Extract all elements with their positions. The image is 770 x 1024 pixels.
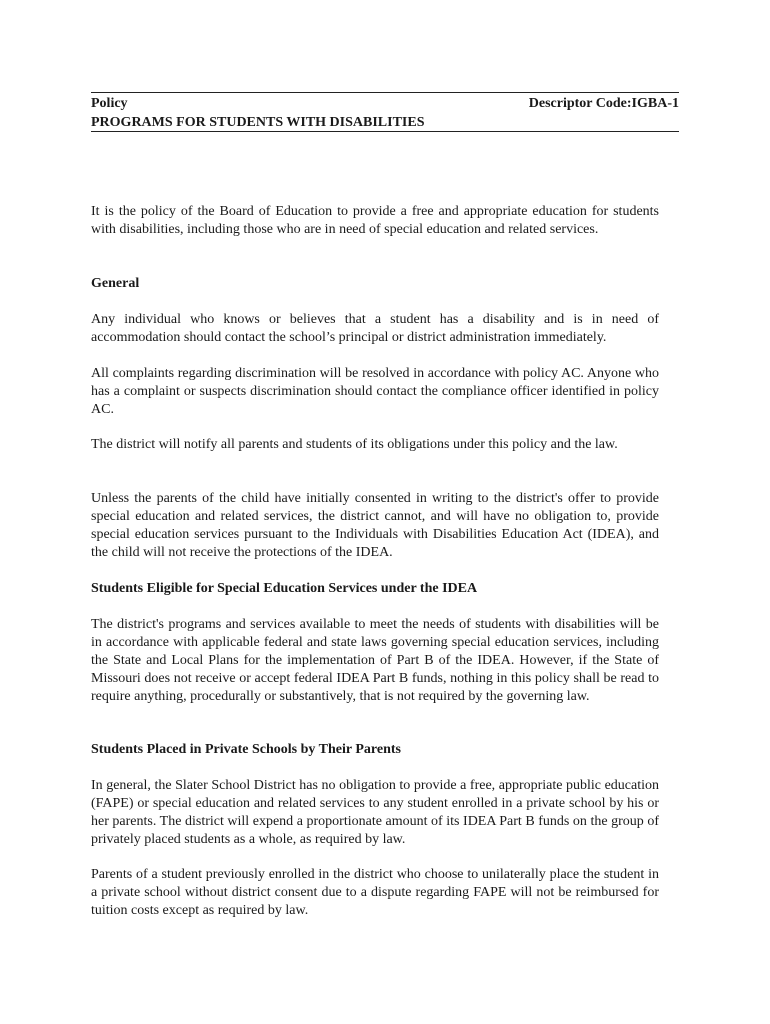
private-paragraph-2: Parents of a student previously enrolled in the district who choose to unilaterally place the student in a private school without district consent due to a dispute regarding FAPE will not be reimbursed for tuition costs except as required by law.	[91, 867, 659, 918]
general-paragraph-1: Any individual who knows or believes that a student has a disability and is in need of accommodation should contact the school’s principal or district administration immediately.	[91, 312, 659, 345]
intro-paragraph: It is the policy of the Board of Education to provide a free and appropriate education for students with disabilities, including those who are in need of special education and related services.	[91, 204, 659, 237]
header-top-rule	[91, 92, 679, 93]
eligible-paragraph-1: The district's programs and services available to meet the needs of students with disabilities will be in accordance with applicable federal and state laws governing special education services, including the State and Local Plans for the implementation of Part B of the IDEA. However, if the State of Missouri does not receive or accept federal IDEA Part B funds, nothing in this policy shall be read to require anything, procedurally or substantively, that is not required by the governing law.	[91, 617, 659, 704]
document-title: PROGRAMS FOR STUDENTS WITH DISABILITIES	[91, 115, 425, 130]
section-heading-eligible: Students Eligible for Special Education Services under the IDEA	[91, 581, 478, 596]
general-paragraph-3: The district will notify all parents and students of its obligations under this policy and the law.	[91, 437, 618, 452]
section-heading-general: General	[91, 276, 140, 291]
private-paragraph-1: In general, the Slater School District has no obligation to provide a free, appropriate public education (FAPE) or special education and related services to any student enrolled in a private school by his or her parents. The district will expend a proportionate amount of its IDEA Part B funds on the group of privately placed students as a whole, as required by law.	[91, 778, 659, 847]
header-bottom-rule	[91, 131, 679, 132]
section-heading-private: Students Placed in Private Schools by Their Parents	[91, 742, 401, 757]
general-paragraph-4: Unless the parents of the child have initially consented in writing to the district's offer to provide special education and related services, the district cannot, and will have no obligation to, provide special education services pursuant to the Individuals with Disabilities Education Act (IDEA), and the child will not receive the protections of the IDEA.	[91, 491, 659, 560]
general-paragraph-2: All complaints regarding discrimination will be resolved in accordance with policy AC. Anyone who has a complaint or suspects discrimination should contact the compliance officer identified in policy AC.	[91, 366, 659, 417]
policy-label: Policy	[91, 96, 128, 111]
descriptor-code: Descriptor Code:IGBA-1	[528, 96, 679, 111]
